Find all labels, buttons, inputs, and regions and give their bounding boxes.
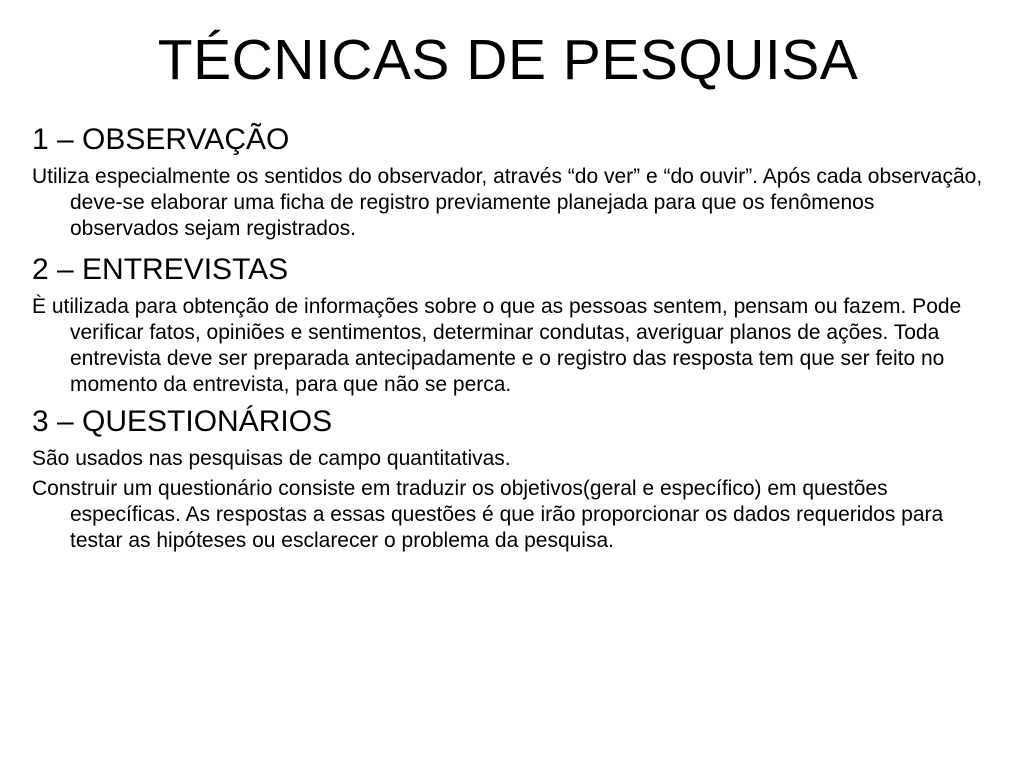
slide-title: TÉCNICAS DE PESQUISA: [157, 28, 859, 92]
section-paragraph-observacao: Utiliza especialmente os sentidos do observador, através “do ver” e “do ouvir”. Após cada observação, deve-se elaborar uma ficha de registro previamente planejada para que os fenômenos observados sejam registrados.: [32, 165, 983, 240]
slide-content: [32, 122, 984, 554]
section-paragraph-questionarios-2: Construir um questionário consiste em traduzir os objetivos(geral e específico) em questões específicas. As respostas a essas questões é que irão proporcionar os dados requeridos para testar as hipóteses ou esclarecer o problema da pesquisa.: [32, 477, 944, 552]
section-paragraph-entrevistas: È utilizada para obtenção de informações sobre o que as pessoas sentem, pensam ou fazem. Pode verificar fatos, opiniões e sentimentos, determinar condutas, averiguar planos de ações. Toda entrevista deve ser preparada antecipadamente e o registro das resposta tem que ser feito no momento da entrevista, para que não se perca.: [32, 295, 962, 396]
section-paragraph-questionarios-1: São usados nas pesquisas de campo quantitativas.: [32, 447, 511, 470]
section-heading-entrevistas: 2 – ENTREVISTAS: [32, 253, 289, 286]
section-heading-questionarios: 3 – QUESTIONÁRIOS: [32, 405, 333, 438]
section-heading-observacao: 1 – OBSERVAÇÃO: [32, 123, 290, 156]
